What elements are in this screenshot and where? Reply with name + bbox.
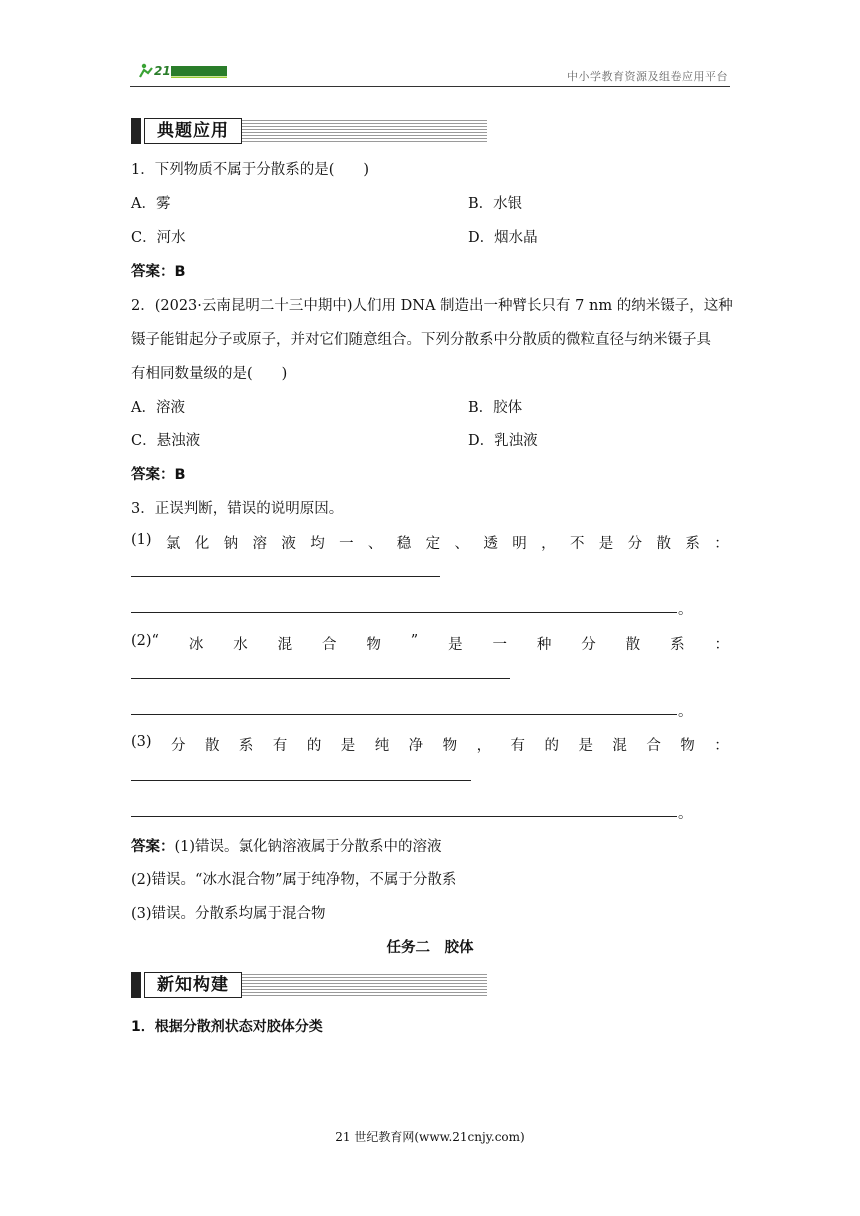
point-1-heading: 1．根据分散剂状态对胶体分类 [131,1019,323,1035]
answer-blank[interactable] [131,816,677,817]
char: 化 [194,536,210,552]
question-3-stem: 3．正误判断，错误的说明原因。 [131,501,344,517]
question-1-stem: 1．下列物质不属于分散系的是( ) [131,162,370,178]
answer-blank[interactable] [131,714,677,715]
question-2-line-3: 有相同数量级的是( ) [131,366,288,382]
char: ： [714,738,729,754]
q3-item-1 [131,532,729,553]
question-2-line-1: 2．(2023·云南昆明二十三中期中)人们用 DNA 制造出一种臂长只有 7 nm 的纳米镊子，这种 [131,298,733,314]
char: 净 [408,738,424,754]
q3-answer-3: (3)错误。分散系均属于混合物 [131,906,326,922]
q2-option-d: D．乳浊液 [468,433,538,449]
q3-item-2 [131,633,729,654]
char: 散 [656,536,672,552]
q1-option-c: C．河水 [131,230,186,246]
char: 氯 [165,536,181,552]
char: 透 [483,536,498,552]
q3-answer-1 [131,835,442,856]
period: 。 [678,602,693,618]
char: ： [714,536,729,552]
char: 均 [310,536,325,552]
char: (3) [131,734,152,750]
heading-bar [131,972,141,998]
period: 。 [678,704,693,720]
section-heading-typical-problems [131,118,487,144]
char: ， [541,536,556,552]
question-2-line-2: 镊子能钳起分子或原子，并对它们随意组合。下列分散系中分散质的微粒直径与纳米镊子具 [131,332,711,348]
char: 分 [171,738,186,754]
char: 系 [670,637,685,653]
char: 液 [281,536,296,552]
char: (1) [131,532,152,548]
q1-option-a: A．雾 [131,196,171,212]
answer-label: 答案： [131,839,175,855]
char: 系 [238,738,254,754]
answer-blank[interactable] [131,678,510,679]
char: 稳 [396,536,412,552]
q3-answer-2: (2)错误。“冰水混合物”属于纯净物，不属于分散系 [131,872,457,888]
char: 散 [625,637,641,653]
char: 系 [685,536,700,552]
char: 物 [366,637,381,653]
q3-item-3 [131,734,729,755]
q2-option-a: A．溶液 [131,400,185,416]
period: 。 [678,806,693,822]
char: 种 [536,637,552,653]
char: 物 [680,738,695,754]
answer-blank[interactable] [131,612,677,613]
char: 散 [204,738,220,754]
char: 是 [340,738,356,754]
q1-option-d: D．烟水晶 [468,230,538,246]
char: 的 [306,738,322,754]
char: 是 [598,536,614,552]
section-heading-new-knowledge [131,972,487,998]
answer-text: (1)错误。氯化钠溶液属于分散系中的溶液 [174,839,442,855]
heading-bar [131,118,141,144]
svg-text:21: 21 [154,64,171,78]
q2-option-b: B．胶体 [468,400,523,416]
char: 分 [581,637,596,653]
char: 纯 [374,738,390,754]
q2-option-c: C．悬浊液 [131,433,201,449]
char: ， [476,738,492,754]
section-title: 新知构建 [144,972,242,998]
char: 分 [627,536,643,552]
char: 是 [448,637,463,653]
char: 、 [454,536,469,552]
site-logo [138,62,230,80]
char: 有 [272,738,288,754]
heading-stripes [242,974,487,996]
platform-name: 中小学教育资源及组卷应用平台 [567,70,728,83]
char: 、 [367,536,383,552]
char: 钠 [223,536,239,552]
char: 一 [492,637,507,653]
char: 合 [646,738,661,754]
char: 物 [442,738,458,754]
answer-blank[interactable] [131,576,440,577]
q2-answer: 答案：B [131,467,186,483]
char: 冰 [188,637,204,653]
char: 是 [578,738,593,754]
q1-option-b: B．水银 [468,196,523,212]
char: 混 [612,738,627,754]
task-2-title: 任务二 胶体 [386,940,474,956]
char: 溶 [252,536,267,552]
char: 定 [425,536,441,552]
runner-logo-icon [138,62,230,80]
char: 一 [339,536,354,552]
heading-stripes [242,120,487,142]
char: 混 [277,637,293,653]
q1-answer: 答案：B [131,264,186,280]
char: 不 [569,536,585,552]
char: ” [410,633,419,649]
section-title: 典题应用 [144,118,242,144]
char: 有 [510,738,526,754]
char: (2)“ [131,633,159,649]
char: 的 [544,738,559,754]
answer-blank[interactable] [131,780,471,781]
header-divider [130,86,730,87]
page-footer: 21 世纪教育网(www.21cnjy.com) [335,1130,525,1144]
char: 合 [322,637,337,653]
char: ： [714,637,729,653]
char: 水 [233,637,248,653]
char: 明 [512,536,527,552]
